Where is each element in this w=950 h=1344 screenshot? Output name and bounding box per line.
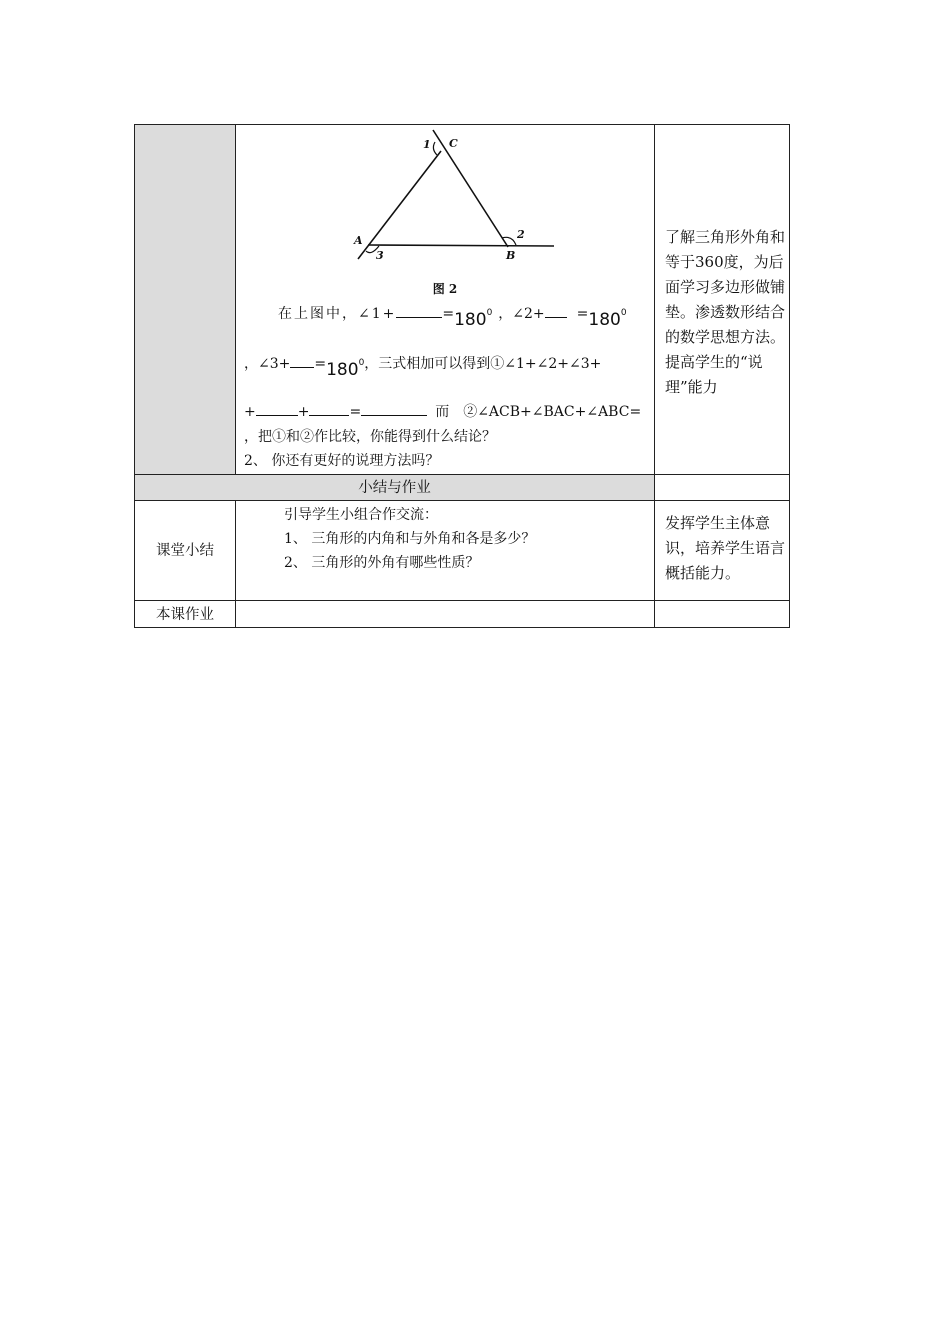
homework-label: 本课作业 xyxy=(156,607,214,623)
q1-text-a: 在上图中，∠1+ xyxy=(278,306,397,322)
summary-item-1: 1、 三角形的内角和与外角和各是多少？ xyxy=(284,531,536,547)
line-ac xyxy=(358,151,441,259)
homework-label-cell xyxy=(134,600,236,628)
question-line-2 xyxy=(244,353,602,380)
triangle-figure xyxy=(236,125,656,275)
summary-label: 课堂小结 xyxy=(156,543,214,559)
summary-label-cell xyxy=(134,500,236,601)
question-line-1 xyxy=(278,303,627,330)
exploration-cell xyxy=(235,124,655,475)
label-1: 1 xyxy=(423,138,431,151)
label-c: C xyxy=(449,137,458,150)
summary-content-cell xyxy=(235,500,655,601)
section-header-cell xyxy=(134,474,655,501)
section-title: 小结与作业 xyxy=(358,480,431,496)
question-line-3 xyxy=(244,401,641,421)
q1-eq2: = xyxy=(576,306,589,322)
summary-item-2: 2、 三角形的外角有哪些性质？ xyxy=(284,555,480,571)
note-1-text: 了解三角形外角和等于360度，为后面学习多边形做铺垫。渗透数形结合的数学思想方法。提高学生的“说理”能力 xyxy=(665,228,786,396)
q2-eq: = xyxy=(314,356,327,372)
q1-eq: = xyxy=(442,306,455,322)
q2-text-c: ，三式相加可以得到①∠1+∠2+∠3+ xyxy=(364,356,602,372)
q3-text-d: 而 ②∠ACB+∠BAC+∠ABC= xyxy=(435,404,642,420)
q1-text-c: ，∠2+ xyxy=(498,306,545,322)
question-line-4: ，把①和②作比较，你能得到什么结论？ xyxy=(244,429,496,445)
label-3: 3 xyxy=(376,249,384,262)
deg-3: $180^0$ xyxy=(326,358,365,380)
q3-eq: = xyxy=(349,404,362,420)
lesson-table xyxy=(134,124,790,628)
blank-1 xyxy=(396,303,442,318)
blank-4 xyxy=(256,401,298,416)
q3-plus-a: + xyxy=(244,404,256,420)
blank-3 xyxy=(290,353,314,368)
question-line-5: 2、 你还有更好的说理方法吗？ xyxy=(244,453,440,469)
angle-1-arc xyxy=(433,142,437,155)
homework-note-cell xyxy=(654,600,790,628)
q2-text-a: ，∠3+ xyxy=(244,356,291,372)
label-a: A xyxy=(354,234,363,247)
blank-5 xyxy=(309,401,349,416)
blank-6 xyxy=(361,401,427,416)
deg-2: $180^0$ xyxy=(588,308,627,330)
deg-1: $180^0$ xyxy=(454,308,493,330)
q3-plus-b: + xyxy=(297,404,310,420)
figure-caption: 图 2 xyxy=(432,282,458,296)
note-cell-2 xyxy=(654,500,790,601)
section-header-right xyxy=(654,474,790,501)
label-2: 2 xyxy=(517,228,525,241)
line-cb-extended xyxy=(433,130,508,247)
left-gray-cell xyxy=(134,124,236,475)
blank-2 xyxy=(545,303,567,318)
label-b: B xyxy=(506,249,516,262)
summary-intro: 引导学生小组合作交流： xyxy=(284,507,438,523)
note-cell-1 xyxy=(654,124,790,475)
homework-content-cell xyxy=(235,600,655,628)
line-ab-extended xyxy=(368,245,554,246)
note-2-text: 发挥学生主体意识，培养学生语言概括能力。 xyxy=(665,514,786,582)
